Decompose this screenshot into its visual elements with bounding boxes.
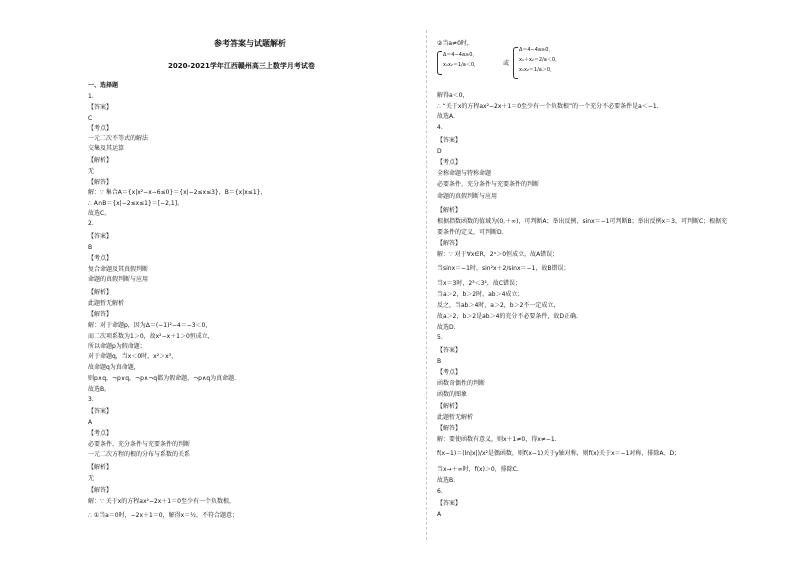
question-number: 6. — [437, 488, 443, 495]
question-number: 1. — [88, 93, 94, 100]
topic-item: 函数奇偶性的判断 — [437, 380, 486, 387]
solution-header: 【解答】 — [437, 425, 462, 432]
answer-value: D — [437, 148, 442, 155]
solution-line: 故命题q为真命题， — [88, 364, 140, 371]
analysis-header: 【解析】 — [88, 464, 113, 471]
solution-line: 而二次项系数为1＞0，故x²−x＋1＞0恒成立， — [88, 333, 214, 340]
topic-item: 命题的真假判断与应用 — [88, 276, 149, 283]
answer-value: B — [437, 358, 442, 365]
solution-line: 解得a＜0， — [437, 92, 469, 99]
solution-line: ∴ A∩B＝{x|−2≤x≤1}＝[−2,1]。 — [88, 200, 184, 207]
solution-header: 【解答】 — [88, 311, 113, 318]
topic-header: 【考点】 — [437, 159, 462, 166]
solution-line: 解：∵ 关于x的方程ax²−2x＋1＝0至少有一个负数根， — [88, 498, 235, 505]
brace-left — [513, 47, 518, 79]
answer-header: 【答案】 — [437, 137, 462, 144]
solution-line: 故a＞2，b＞2是ab＞4的充分不必要条件，故D正确. — [437, 313, 578, 320]
answer-value: A — [437, 511, 442, 518]
topic-header: 【考点】 — [88, 255, 113, 262]
analysis-header: 【解析】 — [88, 157, 113, 164]
solution-line: 解：要使函数有意义，则x＋1≠0，得x≠−1. — [437, 436, 557, 443]
solution-line: 故选A. — [437, 113, 455, 120]
answer-value: B — [88, 244, 93, 251]
inequality-system-a — [437, 50, 497, 76]
question-number: 5. — [437, 334, 443, 341]
solution-line: 故选C。 — [88, 210, 111, 217]
solution-line: 当sinx＝−1时，sin²x＋2/sinx＝−1，故B错误； — [437, 265, 570, 272]
system-line: x₁＋x₂＝2/a＜0， — [519, 57, 561, 63]
solution-line: 反之，当ab＞4时，a＞2，b＞2不一定成立， — [437, 302, 560, 309]
topic-item: 全称命题与特称命题 — [437, 170, 492, 177]
solution-line: 当x＝3时，2³＜3²，故C错误； — [437, 280, 522, 287]
solution-line: 当x→＋∞时，f(x)＞0，排除C. — [437, 466, 519, 473]
solution-line: ∴ “关于x的方程ax²−2x＋1＝0至少有一个负数根”的一个充分不必要条件是a＜−1. — [437, 103, 659, 110]
page-title: 参考答案与试题解析 — [214, 39, 286, 48]
topic-header: 【考点】 — [437, 369, 462, 376]
topic-item: 函数的图象 — [437, 391, 468, 398]
question-number: 3. — [88, 396, 94, 403]
solution-line: 则p∧q，¬p∨q，¬p∧¬q都为假命题，¬p∧q为真命题. — [88, 375, 237, 382]
solution-header: 【解答】 — [88, 487, 113, 494]
solution-line: ②当a≠0时， — [437, 40, 473, 47]
answer-value: C — [88, 115, 93, 122]
analysis-text: 此题暂无解析 — [88, 300, 125, 307]
solution-line: 当a＞2，b＞2时，ab＞4成立； — [437, 291, 524, 298]
analysis-text: 无 — [88, 475, 95, 482]
solution-line: 解：对于命题p，因为Δ＝(−1)²−4＝−3＜0， — [88, 322, 212, 329]
solution-line: 解：∵ 集合A＝{x|x²−x−6≤0}＝{x|−2≤x≤3}，B＝{x|x≤1}， — [88, 189, 267, 196]
answer-header: 【答案】 — [437, 347, 462, 354]
brace-left — [437, 51, 442, 75]
topic-item: 必要条件、充分条件与充要条件的判断 — [88, 441, 191, 448]
topic-header: 【考点】 — [88, 125, 113, 132]
or-word: 或 — [503, 60, 510, 67]
solution-line: 对于命题q，当x＜0时，x²＞x³， — [88, 353, 178, 360]
topic-item: 一元二次方程的根的分布与系数的关系 — [88, 451, 191, 458]
topic-item: 复合命题及其真假判断 — [88, 266, 149, 273]
analysis-text: 要条件的定义，可判断D. — [437, 229, 504, 236]
solution-line: 故选B. — [437, 477, 456, 484]
system-line: Δ＝4−4a≥0， — [443, 52, 478, 58]
topic-header: 【考点】 — [88, 430, 113, 437]
solution-line: 故选D. — [437, 324, 456, 331]
solution-line: 解：∵ 对于∀x∈R，2ˣ＞0恒成立，故A错误； — [437, 251, 559, 258]
answer-header: 【答案】 — [437, 500, 462, 507]
solution-line: 故选B。 — [88, 386, 111, 393]
answer-header: 【答案】 — [88, 233, 113, 240]
solution-line: ∴ ①当a＝0时，−2x＋1＝0，解得x＝½，不符合题意； — [88, 512, 238, 519]
topic-item: 命题的真假判断与应用 — [437, 193, 498, 200]
analysis-text: 无 — [88, 168, 95, 175]
question-number: 2. — [88, 220, 94, 227]
answer-value: A — [88, 419, 93, 426]
solution-line: 所以命题p为假命题； — [88, 343, 146, 350]
analysis-header: 【解析】 — [88, 289, 113, 296]
topic-item: 交集及其运算 — [88, 145, 125, 152]
solution-header: 【解答】 — [88, 179, 113, 186]
system-line: Δ＝4−4a≥0， — [519, 47, 554, 53]
topic-item: 必要条件、充分条件与充要条件的判断 — [437, 181, 540, 188]
column-divider — [426, 30, 428, 540]
system-line: x₁x₂＝1/a＜0， — [443, 62, 480, 68]
section-heading: 一、选择题 — [88, 82, 119, 89]
analysis-text: 根据指数函数的值域为(0,＋∞)，可判断A；举出反例，sinx＝−1可判断B；举出反例x＝3，可判断C；根据充 — [437, 218, 728, 225]
question-number: 4. — [437, 124, 443, 131]
solution-line: f(x−1)＝(ln|x|)/x²是偶函数，则f(x−1)关于y轴对称，则f(x)关于x＝−1对称，排除A、D； — [437, 450, 681, 457]
analysis-header: 【解析】 — [437, 207, 462, 214]
exam-subtitle: 2020-2021学年江西赣州高三上数学月考试卷 — [168, 62, 315, 70]
answer-header: 【答案】 — [88, 104, 113, 111]
answer-header: 【答案】 — [88, 408, 113, 415]
system-line: x₁x₂＝1/a＞0， — [519, 67, 556, 73]
topic-item: 一元二次不等式的解法 — [88, 135, 149, 142]
analysis-header: 【解析】 — [437, 403, 462, 410]
solution-header: 【解答】 — [437, 240, 462, 247]
inequality-system-b — [513, 46, 583, 80]
analysis-text: 此题暂无解析 — [437, 414, 474, 421]
